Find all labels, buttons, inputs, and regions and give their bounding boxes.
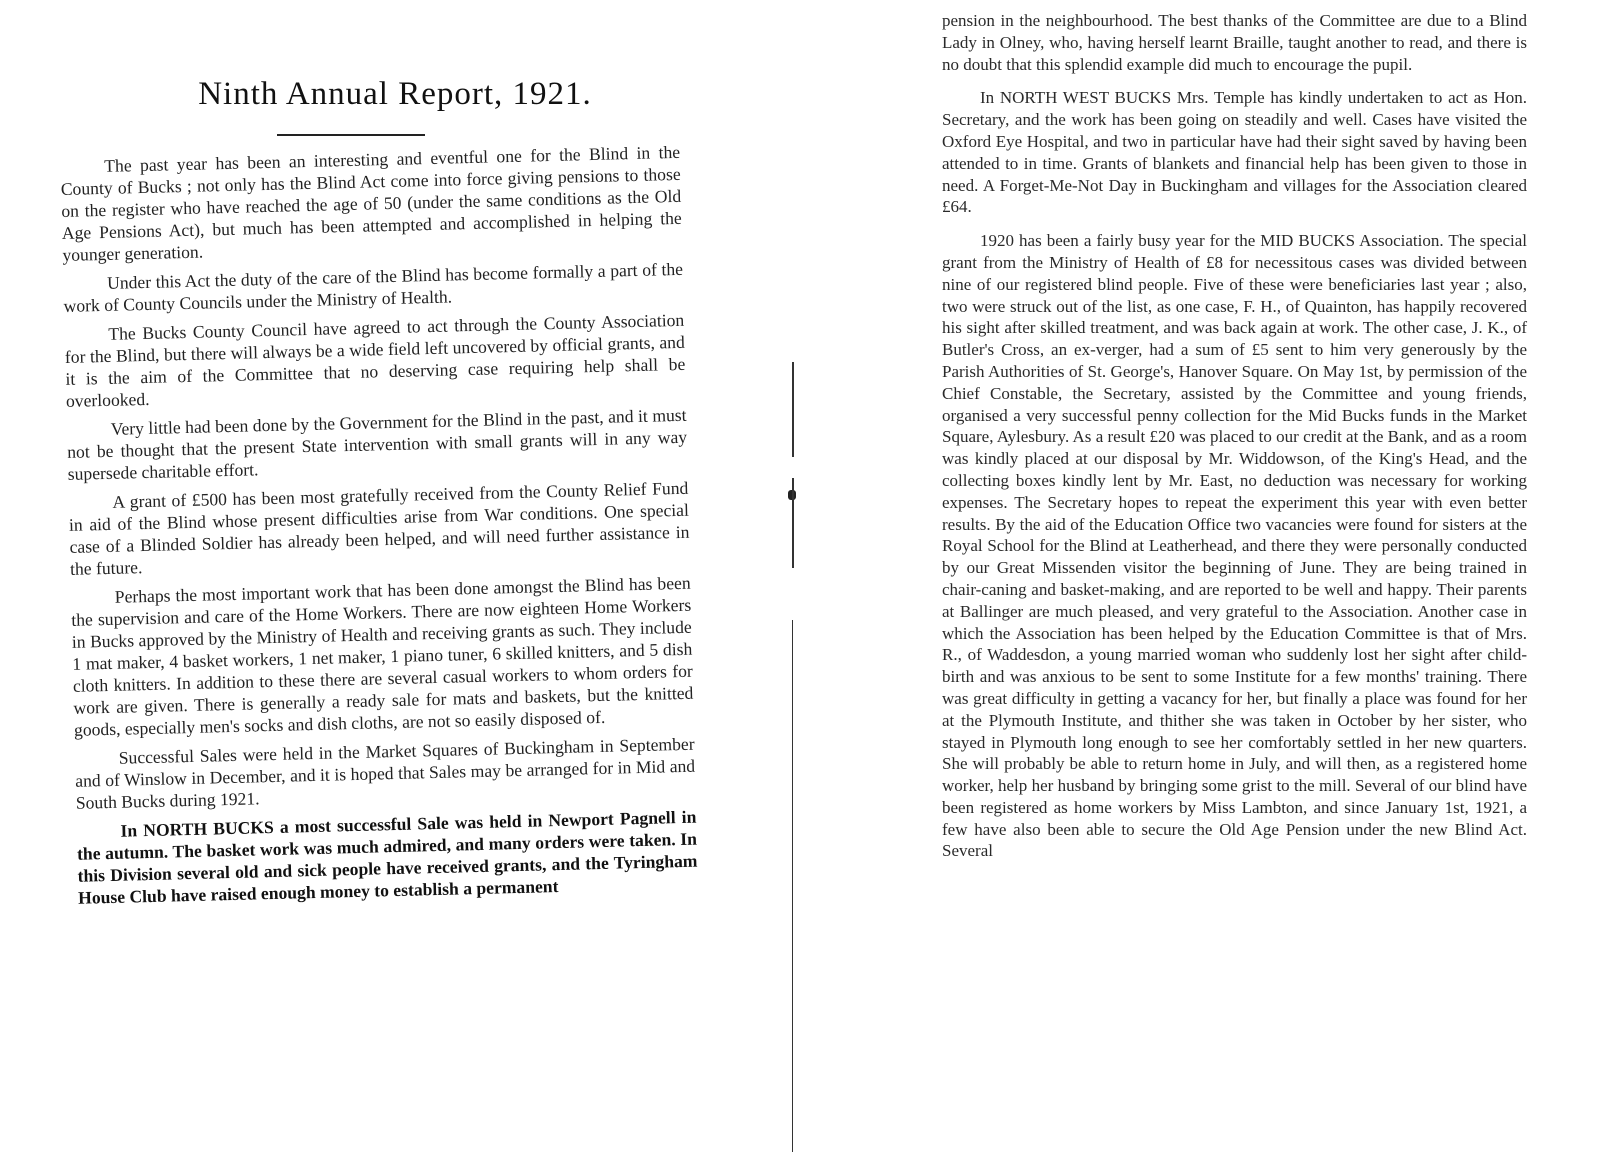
page-gutter-line (792, 362, 794, 457)
paragraph-pension-continued: pension in the neighbourhood. The best thanks of the Committee are due to a Blind Lady in Olney, who, having herself learnt Braille, taught another to read, and there is no doubt that this splendid example did much to encourage the pupil. (942, 11, 1527, 74)
paragraph-home-workers: Perhaps the most important work that has been done amongst the Blind has been the supervision and care of the Home Workers. There are now eighteen Home Workers in Bucks approved by the Ministry of Health and receiving grants as such. They include 1 mat maker, 4 basket workers, 1 net maker, 1 piano tuner, 6 skilled knitters, and 5 dish cloth knitters. In addition to these there are several casual workers to whom orders for work are given. There is generally a ready sale for mats and baskets, but the knitted goods, especially men's socks and dish cloths, are not so easily disposed of. (71, 572, 694, 740)
page-gutter-line (792, 478, 794, 568)
paragraph-north-bucks: In NORTH BUCKS a most successful Sale was held in Newport Pagnell in the autumn. The basket work was much admired, and many orders were taken. In this Division several old and sick people have received grants, and the Tyringham House Club have raised enough money to establish a permanent (76, 806, 698, 908)
paragraph-act-duty: Under this Act the duty of the care of the Blind has become formally a part of the work of County Councils under the Ministry of Health. (63, 258, 684, 316)
paragraph-government: Very little had been done by the Government for the Blind in the past, and it must not be thought that the present State intervention with small grants will in any way supersede charitable effort. (66, 404, 688, 484)
paragraph-north-west-bucks: In NORTH WEST BUCKS Mrs. Temple has kindly undertaken to act as Hon. Secretary, and the work has been going on steadily and well. Cases have visited the Oxford Eye Hospital, and two in particular have had their sight saved by having been attended to in time. Grants of blankets and financial help has been given to those in need. A Forget-Me-Not Day in Buckingham and villages for the Association cleared £64. (942, 88, 1527, 217)
right-page-body (942, 10, 1527, 874)
paragraph-mid-bucks: 1920 has been a fairly busy year for the MID BUCKS Association. The special grant from the Ministry of Health of £8 for necessitous cases was divided between nine of our registered blind people. Five of these were beneficiaries last year ; also, two were struck out of the list, as one case, F. H., of Quainton, has happily recovered his sight after skilled treatment, and was back again at work. The other case, J. K., of Butler's Cross, an ex-verger, had a sum of £5 sent to him very generously by the Parish Authorities of St. George's, Hanover Square. On May 1st, by permission of the Chief Constable, the Secretary, assisted by the Committee and young friends, organised a very successful penny collection for the Mid Bucks funds in the Market Square, Aylesbury. As a result £20 was placed to our credit at the Bank, and as a room was kindly placed at our disposal by Mr. Widdowson, of the King's Head, and the collecting boxes kindly lent by Mr. East, no deduction was necessary for working expenses. The Secretary hopes to repeat the experiment this year with even better results. By the aid of the Education Office two vacancies were found for sisters at the Royal School for the Blind at Leatherhead, and there they were personally conducted by our Great Missenden visitor the beginning of June. They are being trained in chair-caning and basket-making, and are reported to be well and happy. Their parents at Ballinger are much pleased, and very grateful to the Association. Another case in which the Association has been helped by the Education Committee is that of Mrs. R., of Waddesdon, a young married woman who suddenly lost her sight after child-birth and was anxious to be sent to some Institute for a few months' training. There was great difficulty in getting a vacancy for her, but finally a place was found for her at the Plymouth Institute, and thither she was taken in October by her sister, who stayed in Plymouth long enough to see her comfortably settled in her new quarters. She will probably be able to return home in July, and will then, as a registered home worker, help her husband by bringing some grist to the mill. Several of our blind have been registered as home workers by Miss Lambton, and since January 1st, 1921, a few have also been able to secure the Old Age Pension under the new Blind Act. Several (942, 231, 1527, 861)
title-divider (277, 134, 425, 136)
left-page-body (60, 141, 698, 916)
right-page (800, 0, 1600, 1152)
paragraph-county-council: The Bucks County Council have agreed to act through the County Association for the Blind, but there will always be a wide field left uncovered by official grants, and it is the aim of the Committee that no deserving case requiring help shall be overlooked. (64, 309, 686, 411)
page-gutter-line (792, 620, 793, 1152)
paragraph-sales: Successful Sales were held in the Market Squares of Buckingham in September and of Winslow in December, and it is hoped that Sales may be arranged for in Mid and South Bucks during 1921. (75, 733, 696, 813)
report-title: Ninth Annual Report, 1921. (198, 76, 592, 112)
paragraph-grant: A grant of £500 has been most gratefully received from the County Relief Fund in aid of the Blind whose present difficulties arise from War conditions. One special case of a Blinded Soldier has already been helped, and will need further assistance in the future. (68, 477, 690, 579)
paragraph-intro: The past year has been an interesting and eventful one for the Blind in the County of Bucks ; not only has the Blind Act come into force giving pensions to those on the register who have reached the age of 50 (under the same conditions as the Old Age Pensions Act), but much has been attempted and accomplished in helping the younger generation. (60, 141, 682, 265)
left-page (0, 0, 785, 1152)
